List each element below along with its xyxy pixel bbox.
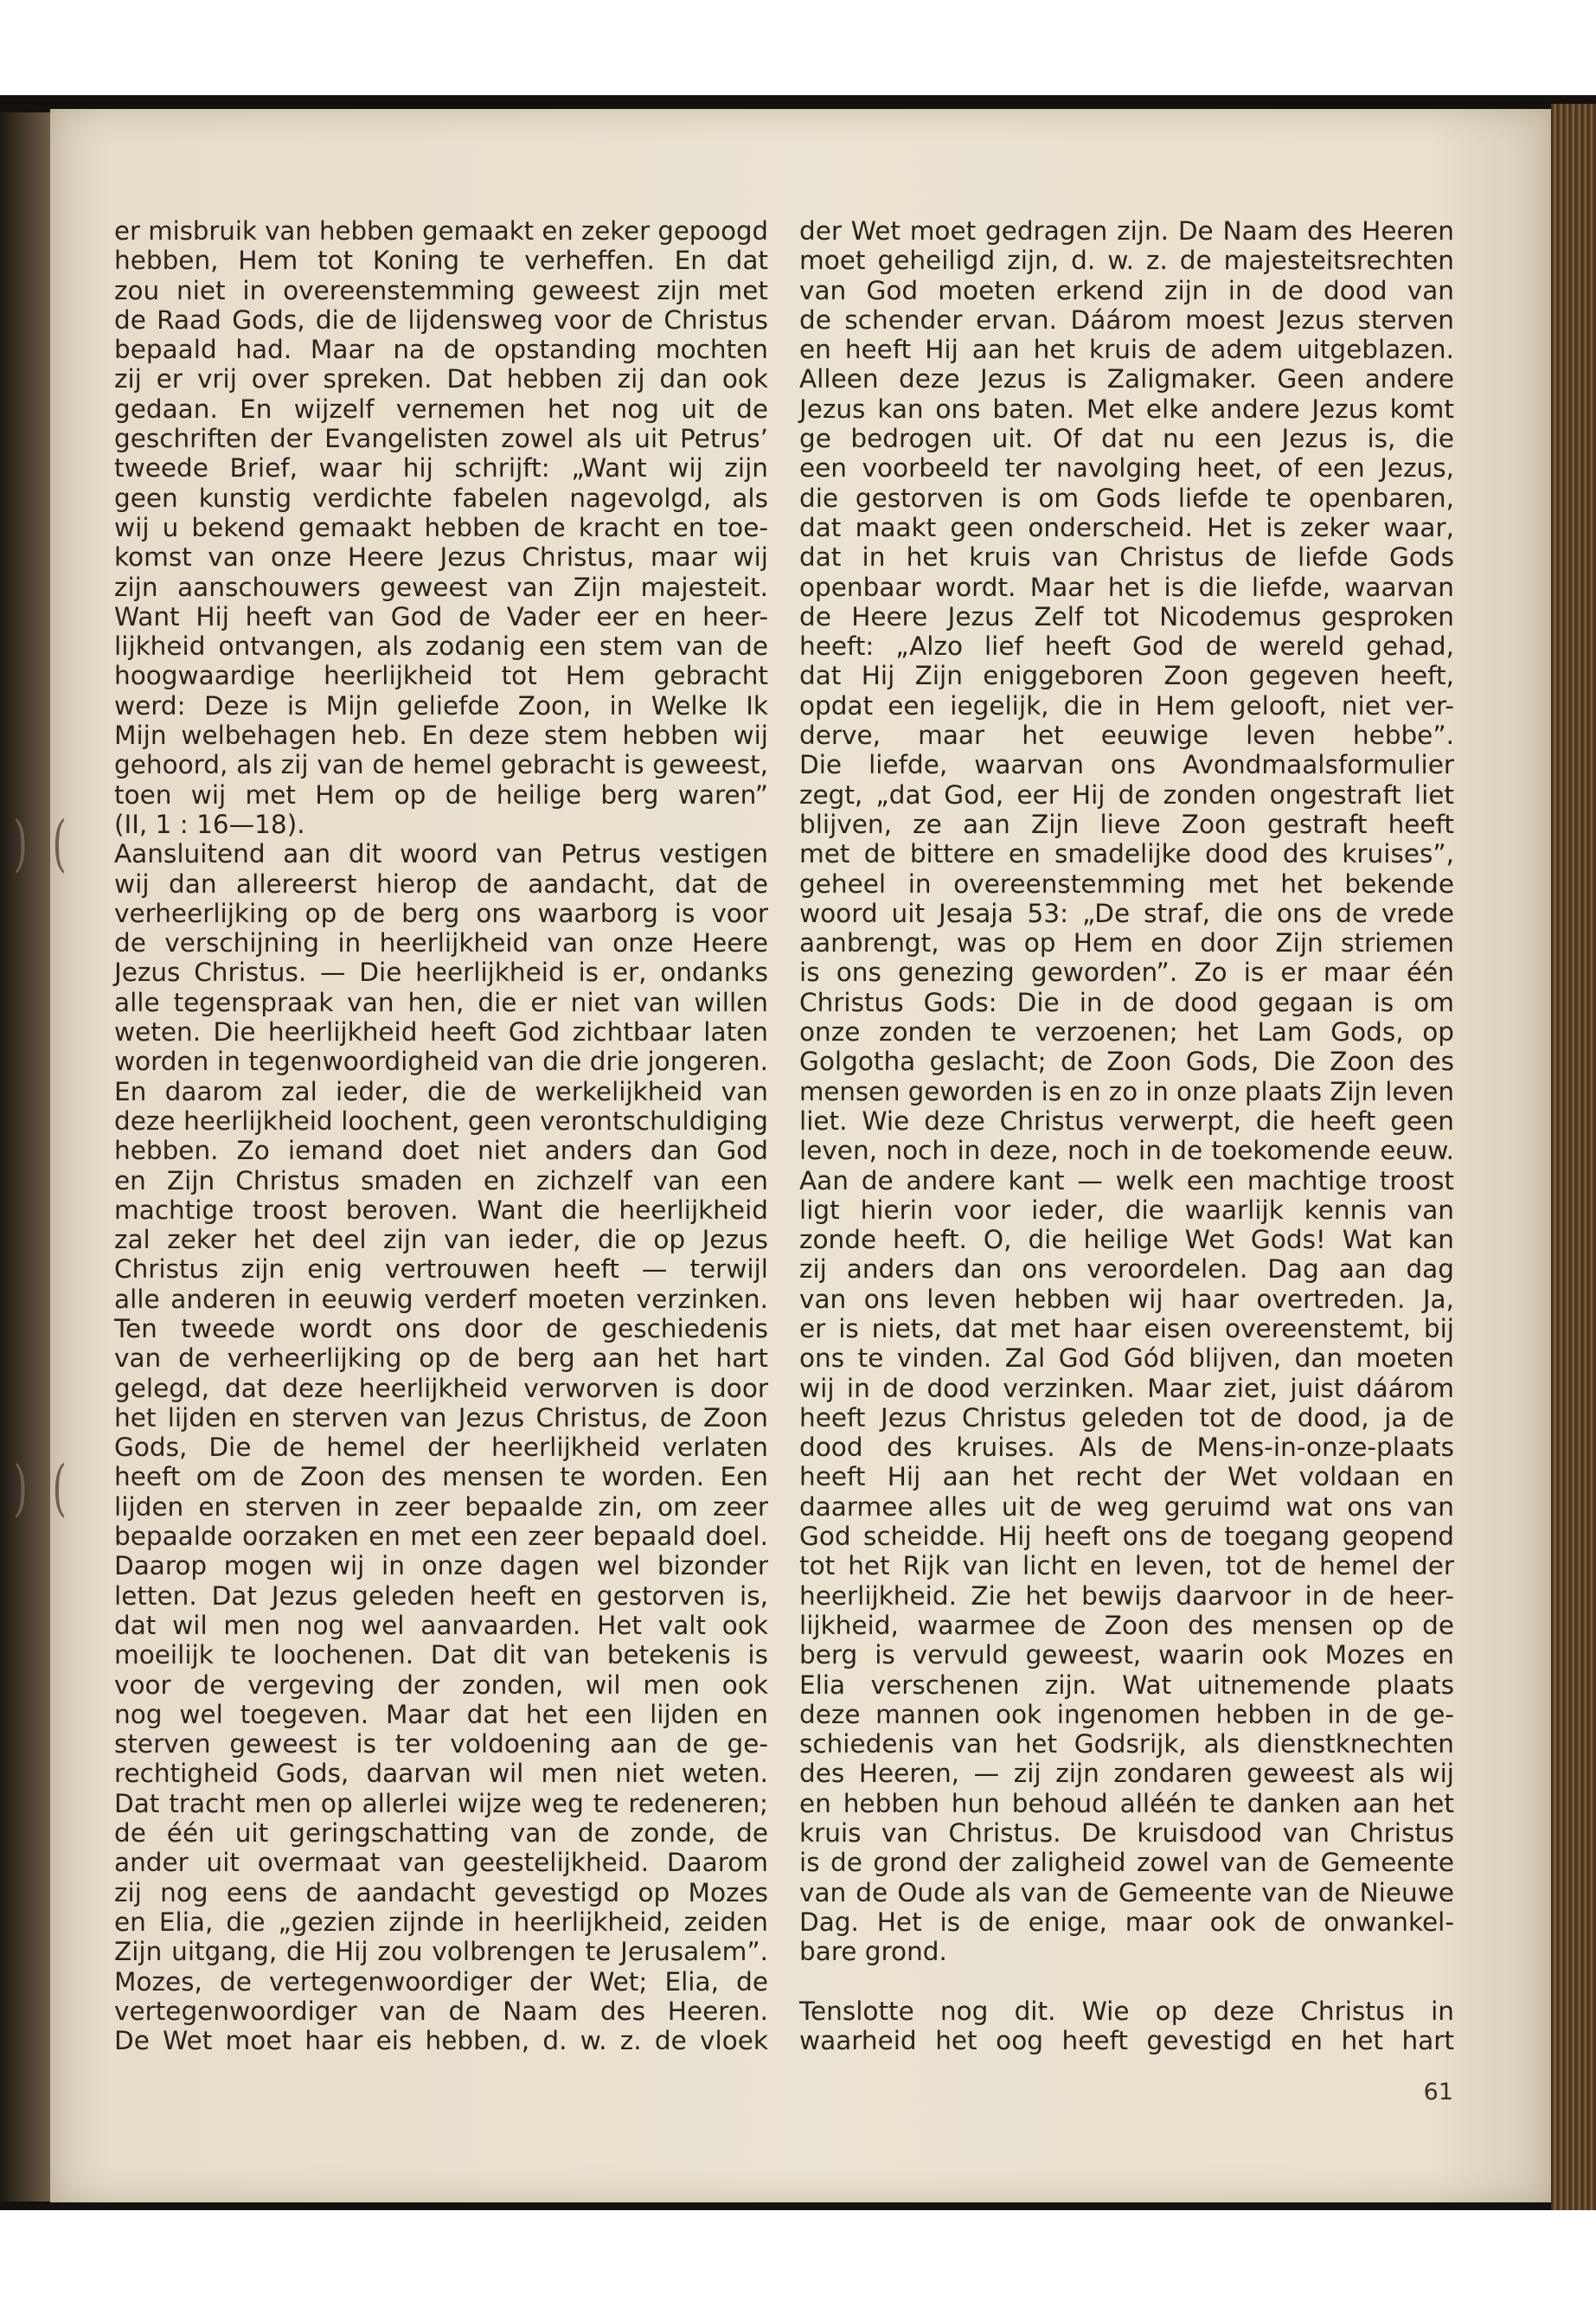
text-line: hebben. Zo iemand doet niet anders dan God xyxy=(114,1136,768,1166)
text-line: de schender ervan. Dáárom moest Jezus sterven xyxy=(799,304,1454,335)
text-line: Want Hij heeft van God de Vader eer en heer- xyxy=(114,601,768,631)
text-line: heeft Hij aan het recht der Wet voldaan en xyxy=(799,1462,1454,1492)
text-line: lijden en sterven in zeer bepaalde zin, om zeer xyxy=(114,1491,768,1522)
text-line: de verschijning in heerlijkheid van onze Heere xyxy=(114,928,768,958)
text-line: alle anderen in eeuwig verderf moeten verzinken. xyxy=(114,1284,768,1314)
text-line: worden in tegenwoordigheid van die drie jongeren. xyxy=(114,1047,768,1077)
text-line: heeft om de Zoon des mensen te worden. Een xyxy=(114,1462,768,1492)
text-line: aanbrengt, was op Hem en door Zijn striemen xyxy=(799,928,1454,958)
text-line: Jezus kan ons baten. Met elke andere Jezus komt xyxy=(799,394,1454,424)
text-line: des Heeren, — zij zijn zondaren geweest als wij xyxy=(799,1759,1454,1789)
text-line: blijven, ze aan Zijn lieve Zoon gestraft heeft xyxy=(799,809,1454,839)
text-line: onze zonden te verzoenen; het Lam Gods, op xyxy=(799,1017,1454,1048)
text-line: gehoord, als zij van de hemel gebracht is geweest, xyxy=(114,750,768,780)
text-line: vertegenwoordiger van de Naam des Heeren. xyxy=(114,1996,768,2026)
text-line: berg is vervuld geweest, waarin ook Mozes en xyxy=(799,1640,1454,1670)
text-line: de één uit geringschatting van de zonde, de xyxy=(114,1818,768,1849)
text-line: sterven geweest is ter voldoening aan de ge- xyxy=(114,1729,768,1759)
text-line: weten. Die heerlijkheid heeft God zichtbaar laten xyxy=(114,1017,768,1048)
text-line: deze mannen ook ingenomen hebben in de ge- xyxy=(799,1699,1454,1729)
text-line: zijn aanschouwers geweest van Zijn majesteit. xyxy=(114,572,768,602)
text-line: geschriften der Evangelisten zowel als uit Petrus’ xyxy=(114,424,768,454)
text-line: Alleen deze Jezus is Zaligmaker. Geen andere xyxy=(799,364,1454,394)
text-line: komst van onze Heere Jezus Christus, maar wij xyxy=(114,542,768,573)
text-line: verheerlijking op de berg ons waarborg is voor xyxy=(114,898,768,928)
text-line: lijkheid ontvangen, als zodanig een stem van de xyxy=(114,631,768,662)
text-line: derve, maar het eeuwige leven hebbe”. xyxy=(799,721,1454,751)
text-line: er is niets, dat met haar eisen overeenstemt, bij xyxy=(799,1313,1454,1343)
text-line: Mijn welbehagen heb. En deze stem hebben wij xyxy=(114,721,768,751)
text-line: ander uit overmaat van geestelijkheid. Daarom xyxy=(114,1848,768,1878)
text-line: liet. Wie deze Christus verwerpt, die heeft geen xyxy=(799,1106,1454,1136)
text-line: God scheidde. Hij heeft ons de toegang geopend xyxy=(799,1522,1454,1552)
text-line: zij er vrij over spreken. Dat hebben zij dan ook xyxy=(114,364,768,394)
text-line: van de Oude als van de Gemeente van de Nieuwe xyxy=(799,1877,1454,1907)
text-line: hoogwaardige heerlijkheid tot Hem gebracht xyxy=(114,661,768,691)
text-line: opdat een iegelijk, die in Hem gelooft, niet ver- xyxy=(799,690,1454,721)
text-line: Ten tweede wordt ons door de geschiedenis xyxy=(114,1313,768,1343)
text-line: schiedenis van het Godsrijk, als dienstknechten xyxy=(799,1729,1454,1759)
text-line: lijkheid, waarmee de Zoon des mensen op de xyxy=(799,1610,1454,1640)
right-text-column xyxy=(799,216,1454,2055)
text-line: gelegd, dat deze heerlijkheid verworven is door xyxy=(114,1373,768,1403)
text-line: die gestorven is om Gods liefde te openbaren, xyxy=(799,483,1454,513)
text-line: van ons leven hebben wij haar overtreden. Ja, xyxy=(799,1284,1454,1314)
text-line: deze heerlijkheid loochent, geen verontschuldiging xyxy=(114,1106,768,1136)
text-line: de Raad Gods, die de lijdensweg voor de Christus xyxy=(114,304,768,335)
text-line: zij anders dan ons veroordelen. Dag aan dag xyxy=(799,1254,1454,1285)
text-line: rechtigheid Gods, daarvan wil men niet weten. xyxy=(114,1759,768,1789)
text-line: Christus zijn enig vertrouwen heeft — terwijl xyxy=(114,1254,768,1285)
text-line: kruis van Christus. De kruisdood van Christus xyxy=(799,1818,1454,1849)
text-line: De Wet moet haar eis hebben, d. w. z. de vloek xyxy=(114,2026,768,2056)
text-line: gedaan. En wijzelf vernemen het nog uit de xyxy=(114,394,768,424)
text-line: bare grond. xyxy=(799,1937,947,1967)
text-line: alle tegenspraak van hen, die er niet van willen xyxy=(114,987,768,1017)
left-text-column xyxy=(114,216,768,2055)
text-line: En daarom zal ieder, die de werkelijkheid van xyxy=(114,1076,768,1106)
text-line: tot het Rijk van licht en leven, tot de hemel der xyxy=(799,1551,1454,1581)
text-line: en Zijn Christus smaden en zichzelf van een xyxy=(114,1165,768,1195)
text-line: heeft Jezus Christus geleden tot de dood, ja de xyxy=(799,1402,1454,1433)
text-line: Die liefde, waarvan ons Avondmaalsformulier xyxy=(799,750,1454,780)
text-line: werd: Deze is Mijn geliefde Zoon, in Welke Ik xyxy=(114,690,768,721)
text-line: Daarop mogen wij in onze dagen wel bizonder xyxy=(114,1551,768,1581)
text-line: een voorbeeld ter navolging heet, of een Jezus, xyxy=(799,453,1454,484)
text-line: Aansluitend aan dit woord van Petrus vestigen xyxy=(114,839,768,869)
text-line: is de grond der zaligheid zowel van de Gemeente xyxy=(799,1848,1454,1878)
text-line: bepaalde oorzaken en met een zeer bepaald doel. xyxy=(114,1522,768,1552)
text-line: dat maakt geen onderscheid. Het is zeker waar, xyxy=(799,512,1454,542)
text-line: en Elia, die „gezien zijnde in heerlijkheid, zeiden xyxy=(114,1907,768,1937)
text-line: mensen geworden is en zo in onze plaats Zijn leven xyxy=(799,1076,1454,1106)
text-line: waarheid het oog heeft gevestigd en het hart xyxy=(799,2026,1454,2056)
text-line: geen kunstig verdichte fabelen nagevolgd, als xyxy=(114,483,768,513)
text-line: ge bedrogen uit. Of dat nu een Jezus is, die xyxy=(799,424,1454,454)
text-line: zonde heeft. O, die heilige Wet Gods! Wat kan xyxy=(799,1225,1454,1255)
text-line: dat in het kruis van Christus de liefde Gods xyxy=(799,542,1454,573)
text-line: zegt, „dat God, eer Hij de zonden ongestraft liet xyxy=(799,779,1454,810)
text-line: Christus Gods: Die in de dood gegaan is om xyxy=(799,987,1454,1017)
text-line: heeft: „Alzo lief heeft God de wereld gehad, xyxy=(799,631,1454,662)
page-number: 61 xyxy=(1423,2079,1453,2106)
text-line: Aan de andere kant — welk een machtige troost xyxy=(799,1165,1454,1195)
text-line: ons te vinden. Zal God Gód blijven, dan moeten xyxy=(799,1343,1454,1374)
text-line: daarmee alles uit de weg geruimd wat ons van xyxy=(799,1491,1454,1522)
text-line: zij nog eens de aandacht gevestigd op Mozes xyxy=(114,1877,768,1907)
text-line: wij u bekend gemaakt hebben de kracht en toe- xyxy=(114,512,768,542)
text-line: is ons genezing geworden”. Zo is er maar één xyxy=(799,958,1454,988)
text-line: machtige troost beroven. Want die heerlijkheid xyxy=(114,1195,768,1225)
text-line: Tenslotte nog dit. Wie op deze Christus in xyxy=(799,1996,1454,2026)
text-line: leven, noch in deze, noch in de toekomende eeuw. xyxy=(799,1136,1454,1166)
text-line: met de bittere en smadelijke dood des kruises”, xyxy=(799,839,1454,869)
text-line: hebben, Hem tot Koning te verheffen. En dat xyxy=(114,246,768,276)
text-line: voor de vergeving der zonden, wil men ook xyxy=(114,1670,768,1700)
text-line: letten. Dat Jezus geleden heeft en gestorven is, xyxy=(114,1580,768,1611)
text-line: Dat tracht men op allerlei wijze weg te redeneren; xyxy=(114,1788,768,1818)
text-line: Golgotha geslacht; de Zoon Gods, Die Zoon des xyxy=(799,1047,1454,1077)
text-line: de Heere Jezus Zelf tot Nicodemus gesproken xyxy=(799,601,1454,631)
text-line: wij in de dood verzinken. Maar ziet, juist dáárom xyxy=(799,1373,1454,1403)
text-line: van de verheerlijking op de berg aan het hart xyxy=(114,1343,768,1374)
text-line: woord uit Jesaja 53: „De straf, die ons de vrede xyxy=(799,898,1454,928)
text-line: heerlijkheid. Zie het bewijs daarvoor in de heer- xyxy=(799,1580,1454,1611)
text-line: ligt hierin voor ieder, die waarlijk kennis van xyxy=(799,1195,1454,1225)
text-line: Gods, Die de hemel der heerlijkheid verlaten xyxy=(114,1433,768,1463)
text-line: van God moeten erkend zijn in de dood van xyxy=(799,275,1454,305)
text-line: Jezus Christus. — Die heerlijkheid is er, ondanks xyxy=(114,958,768,988)
text-line: wij dan allereerst hierop de aandacht, dat de xyxy=(114,868,768,899)
text-line: Elia verschenen zijn. Wat uitnemende plaats xyxy=(799,1670,1454,1700)
text-line: openbaar wordt. Maar het is die liefde, waarvan xyxy=(799,572,1454,602)
text-line: toen wij met Hem op de heilige berg waren” xyxy=(114,779,768,810)
text-line: nog wel toegeven. Maar dat het een lijden en xyxy=(114,1699,768,1729)
text-line: bepaald had. Maar na de opstanding mochten xyxy=(114,335,768,365)
book-spine xyxy=(0,112,50,2202)
text-line: Dag. Het is de enige, maar ook de onwankel- xyxy=(799,1907,1454,1937)
text-line: zou niet in overeenstemming geweest zijn met xyxy=(114,275,768,305)
text-line: Zijn uitgang, die Hij zou volbrengen te Jerusalem”. xyxy=(114,1937,768,1967)
binding-hole-mark: ) ( xyxy=(13,808,67,879)
text-line: dat Hij Zijn eniggeboren Zoon gegeven heeft, xyxy=(799,661,1454,691)
text-line: moet geheiligd zijn, d. w. z. de majesteitsrechten xyxy=(799,246,1454,276)
text-line: (II, 1 : 16—18). xyxy=(114,809,305,839)
text-line: er misbruik van hebben gemaakt en zeker gepoogd xyxy=(114,216,768,246)
binding-hole-mark: ) ( xyxy=(13,1452,67,1523)
text-line: tweede Brief, waar hij schrijft: „Want wij zijn xyxy=(114,453,768,484)
text-line: en heeft Hij aan het kruis de adem uitgeblazen. xyxy=(799,335,1454,365)
text-line: moeilijk te loochenen. Dat dit van betekenis is xyxy=(114,1640,768,1670)
text-line: dood des kruises. Als de Mens-in-onze-plaats xyxy=(799,1433,1454,1463)
text-line: der Wet moet gedragen zijn. De Naam des Heeren xyxy=(799,216,1454,246)
text-line xyxy=(799,1967,1454,1997)
text-line: het lijden en sterven van Jezus Christus, de Zoon xyxy=(114,1402,768,1433)
text-line: Mozes, de vertegenwoordiger der Wet; Elia, de xyxy=(114,1966,768,1997)
text-line: zal zeker het deel zijn van ieder, die op Jezus xyxy=(114,1225,768,1255)
text-line: en hebben hun behoud alléén te danken aan het xyxy=(799,1788,1454,1818)
text-line: dat wil men nog wel aanvaarden. Het valt ook xyxy=(114,1610,768,1640)
text-line: geheel in overeenstemming met het bekende xyxy=(799,868,1454,899)
page-edges xyxy=(1551,104,1596,2210)
